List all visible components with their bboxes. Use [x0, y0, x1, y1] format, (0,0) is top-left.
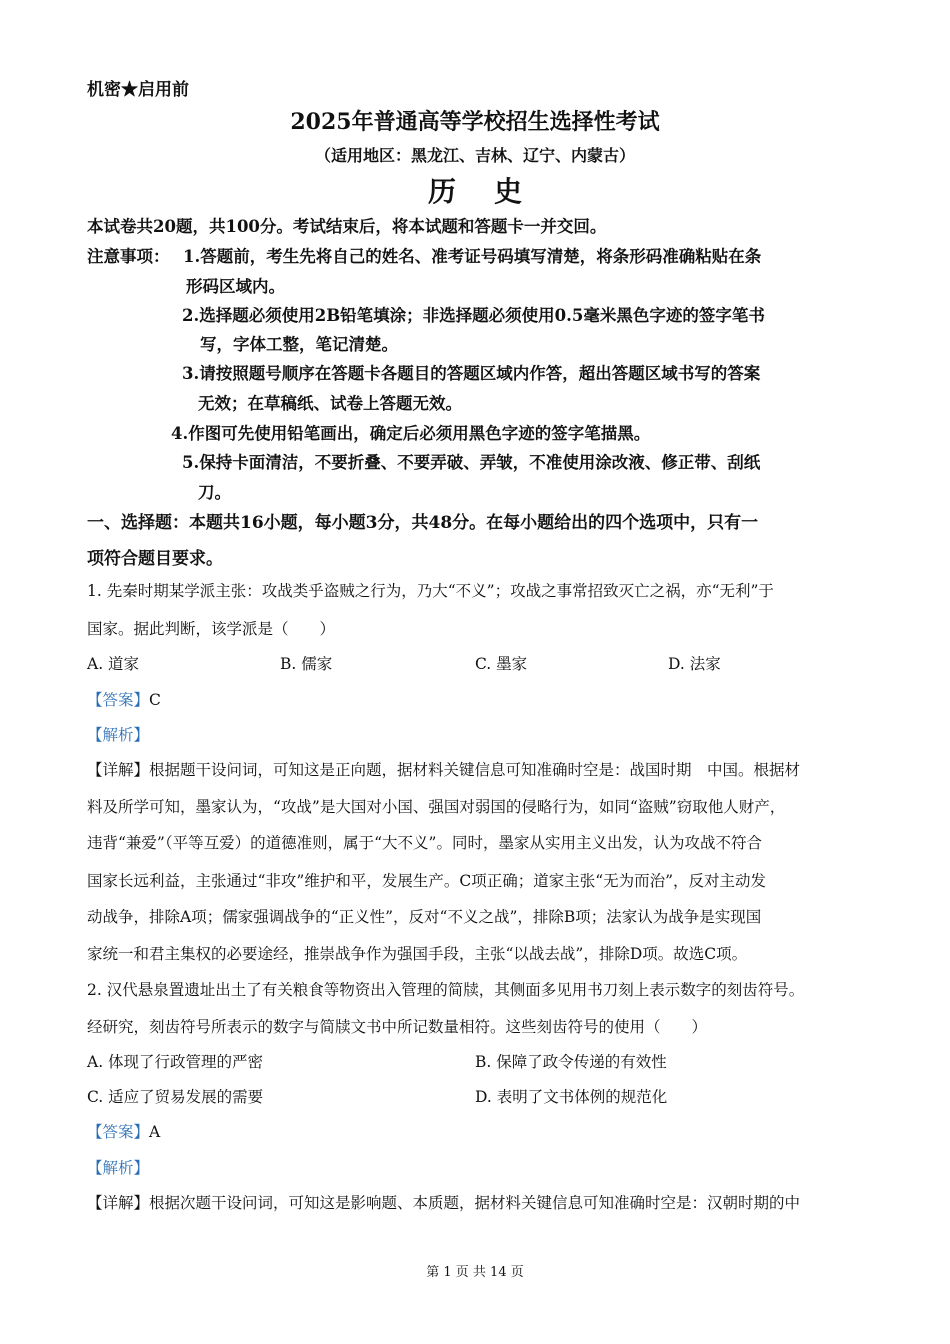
section-heading-line-2: 项符合题目要求。 — [87, 549, 223, 569]
note-1-line-2: 形码区域内。 — [186, 277, 285, 296]
q2-option-c: C. 适应了贸易发展的需要 — [87, 1088, 264, 1106]
q2-option-a: A. 体现了行政管理的严密 — [87, 1053, 264, 1071]
q2-stem-line-1: 2. 汉代悬泉置遗址出土了有关粮食等物资出入管理的简牍，其侧面多见用书刀刻上表示数字的刻齿符号。 — [87, 981, 805, 999]
q1-detail-tag: 【详解】 — [87, 761, 150, 779]
q2-answer-value: A — [149, 1123, 161, 1141]
note-2-line-1: 2.选择题必须使用2B铅笔填涂；非选择题必须使用0.5毫米黑色字迹的签字笔书 — [182, 306, 765, 325]
q1-detail-line-4: 国家长远利益，主张通过“非攻”维护和平，发展生产。C项正确；道家主张“无为而治”，反对主动发 — [87, 872, 767, 890]
note-5-line-2: 刀。 — [198, 483, 231, 502]
q1-detail-text-1: 根据题干设问词，可知这是正向题，据材料关键信息可知准确时空是：战国时期 中国。根据材 — [149, 761, 801, 779]
q2-detail-text-1: 根据次题干设问词，可知这是影响题、本质题，据材料关键信息可知准确时空是：汉朝时期的中 — [149, 1194, 801, 1212]
exam-title: 2025年普通高等学校招生选择性考试 — [290, 109, 660, 135]
q1-detail-line-1 — [87, 758, 800, 780]
q2-answer — [87, 1120, 160, 1142]
q1-detail-line-5: 动战争，排除A项；儒家强调战争的“正义性”，反对“不义之战”，排除B项；法家认为战争是实现国 — [87, 908, 762, 926]
page-number: 第 1 页 共 14 页 — [426, 1265, 524, 1280]
note-4: 4.作图可先使用铅笔画出，确定后必须用黑色字迹的签字笔描黑。 — [171, 424, 651, 443]
q1-answer-tag: 【答案】 — [87, 691, 150, 709]
q1-answer — [87, 688, 161, 710]
q1-detail-line-2: 料及所学可知，墨家认为，“攻战”是大国对小国、强国对弱国的侵略行为，如同“盗贼”窃取他人财产， — [87, 798, 786, 816]
confidential-label: 机密★启用前 — [87, 80, 189, 100]
q1-option-d: D. 法家 — [668, 655, 721, 673]
q1-analysis-tag: 【解析】 — [87, 726, 150, 744]
q2-stem-line-2: 经研究，刻齿符号所表示的数字与简牍文书中所记数量相符。这些刻齿符号的使用（ ） — [87, 1018, 708, 1036]
section-heading-line-1: 一、选择题：本题共16小题，每小题3分，共48分。在每小题给出的四个选项中，只有一 — [87, 513, 759, 533]
q1-option-a: A. 道家 — [87, 655, 140, 673]
q2-option-b: B. 保障了政令传递的有效性 — [475, 1053, 667, 1071]
notes-label: 注意事项： — [87, 247, 170, 266]
q2-option-d: D. 表明了文书体例的规范化 — [475, 1088, 668, 1106]
q1-option-b: B. 儒家 — [280, 655, 333, 673]
exam-subtitle: （适用地区：黑龙江、吉林、辽宁、内蒙古） — [314, 146, 635, 165]
subject-title: 历史 — [427, 175, 560, 208]
q1-stem-line-2: 国家。据此判断，该学派是（ ） — [87, 620, 336, 638]
q1-stem-line-1: 1. 先秦时期某学派主张：攻战类乎盗贼之行为，乃大“不义”；攻战之事常招致灭亡之祸，亦“无利”于 — [87, 582, 774, 600]
q2-detail-tag: 【详解】 — [87, 1194, 150, 1212]
note-5-line-1: 5.保持卡面清洁，不要折叠、不要弄破、弄皱，不准使用涂改液、修正带、刮纸 — [182, 453, 761, 472]
note-3-line-1: 3.请按照题号顺序在答题卡各题目的答题区域内作答，超出答题区域书写的答案 — [182, 364, 761, 383]
q1-option-c: C. 墨家 — [475, 655, 528, 673]
q1-detail-line-3: 违背“兼爱”（平等互爱）的道德准则，属于“大不义”。同时，墨家从实用主义出发，认为攻战不符合 — [87, 834, 762, 852]
q2-answer-tag: 【答案】 — [87, 1123, 150, 1141]
q1-detail-line-6: 家统一和君主集权的必要途经，推崇战争作为强国手段，主张“以战去战”，排除D项。故选C项。 — [87, 945, 748, 963]
exam-summary: 本试卷共20题，共100分。考试结束后，将本试题和答题卡一并交回。 — [87, 217, 607, 236]
q2-detail-line-1 — [87, 1191, 800, 1213]
note-3-line-2: 无效；在草稿纸、试卷上答题无效。 — [198, 394, 462, 413]
q2-analysis-tag: 【解析】 — [87, 1159, 150, 1177]
q1-answer-value: C — [149, 691, 161, 709]
note-1-line-1: 1.答题前，考生先将自己的姓名、准考证号码填写清楚，将条形码准确粘贴在条 — [183, 247, 762, 266]
note-2-line-2: 写，字体工整，笔记清楚。 — [200, 335, 398, 354]
